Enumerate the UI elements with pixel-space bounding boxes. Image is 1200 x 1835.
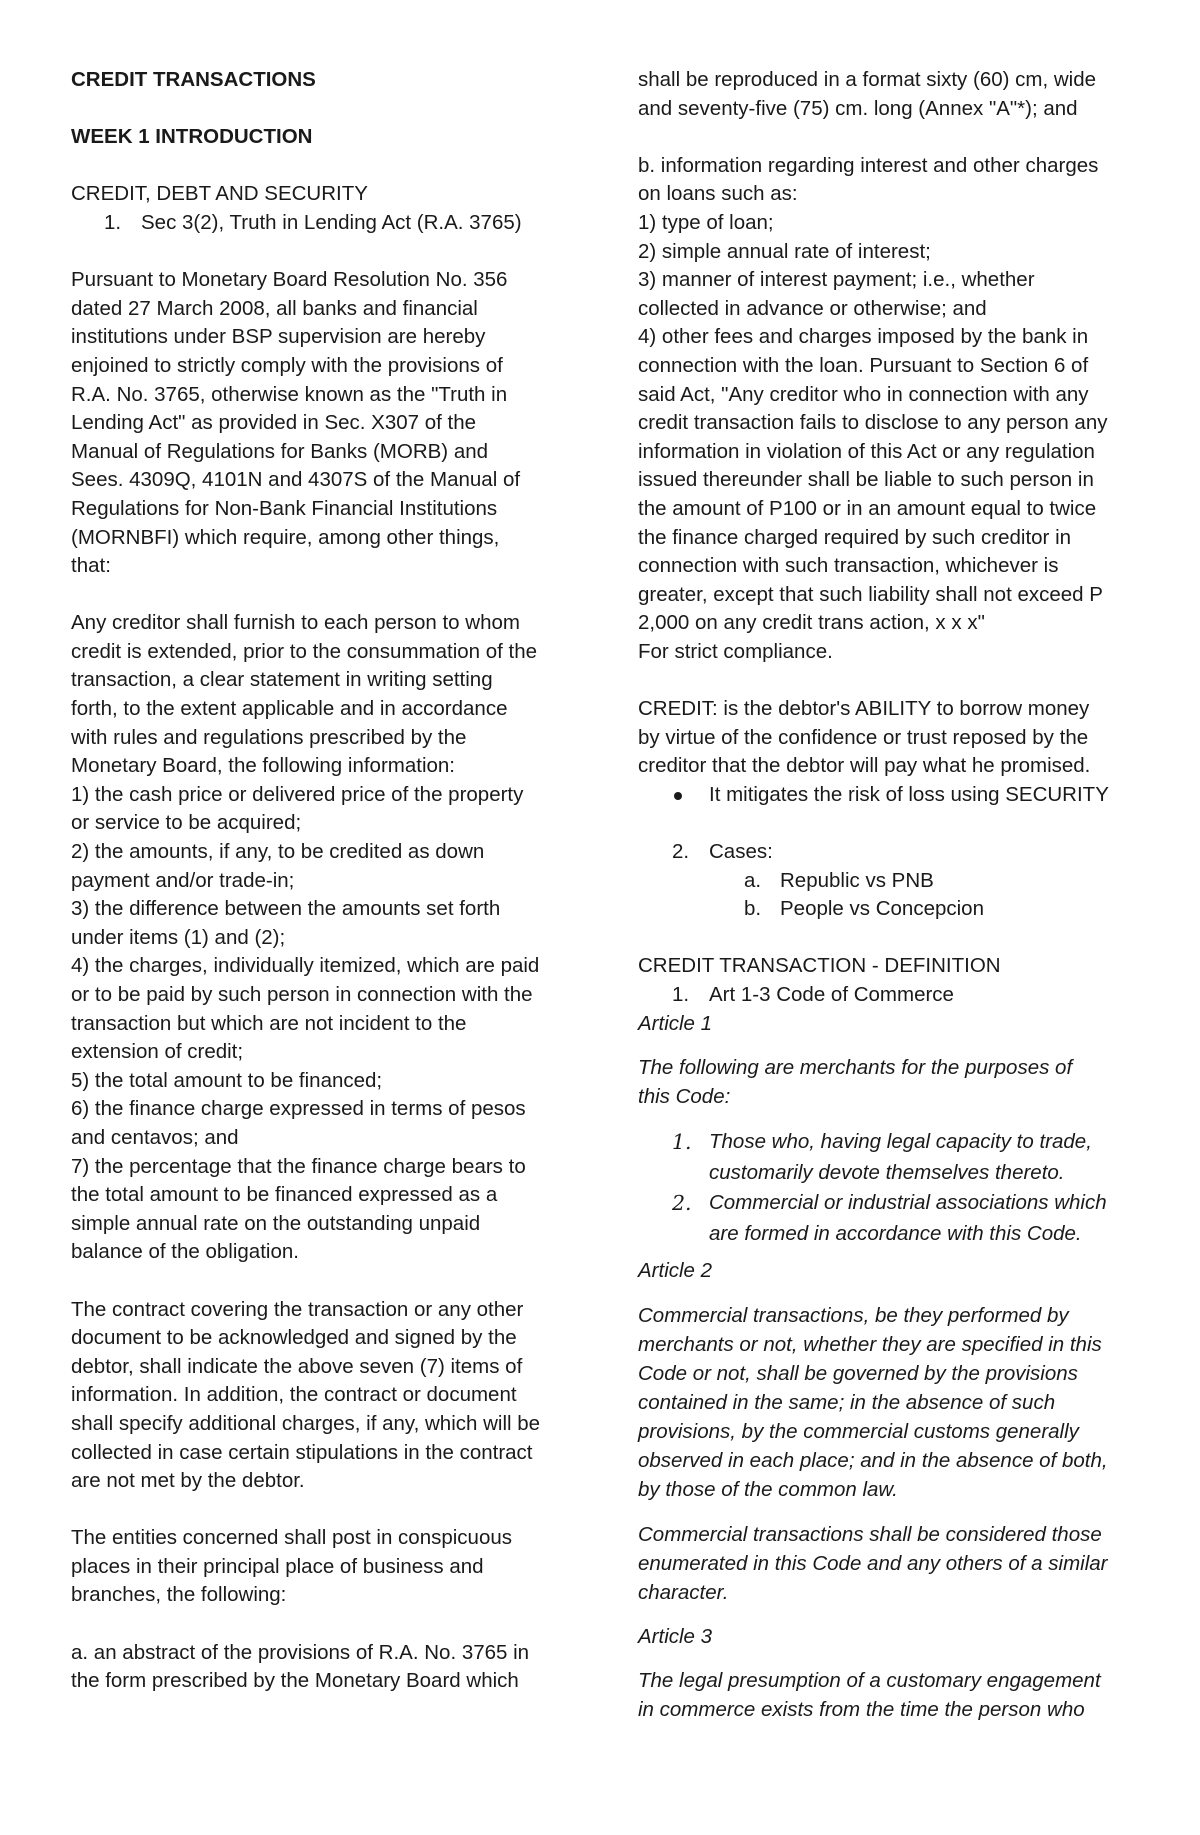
- text-line: with rules and regulations prescribed by the: [71, 725, 467, 749]
- paragraph-resolution: [71, 266, 571, 581]
- text-line: 2) the amounts, if any, to be credited as down: [71, 840, 485, 864]
- case-letter: b.: [744, 897, 762, 921]
- text-line: or to be paid by such person in connection with the: [71, 983, 533, 1006]
- text-line: enumerated in this Code and any others of a similar: [638, 1551, 1108, 1575]
- text-line: enjoined to strictly comply with the provisions of: [71, 353, 503, 377]
- text-line: greater, except that such liability shall not exceed P: [638, 582, 1103, 606]
- text-line: 5) the total amount to be financed;: [71, 1068, 383, 1092]
- text-line: 3) manner of interest payment; i.e., whether: [638, 268, 1035, 292]
- text-line: 6) the finance charge expressed in terms of pesos: [71, 1097, 526, 1121]
- list-number: 1.: [672, 983, 690, 1006]
- case-item: [638, 867, 1148, 896]
- text-line: Commercial transactions shall be considered those: [638, 1522, 1102, 1546]
- text-line: b. information regarding interest and other charges: [638, 153, 1099, 177]
- text-line: 3) the difference between the amounts set forth: [71, 897, 501, 921]
- case-letter: a.: [744, 868, 762, 892]
- paragraph-disclosure: [71, 609, 571, 1267]
- text-line: Manual of Regulations for Banks (MORB) and: [71, 439, 489, 463]
- text-line: payment and/or trade-in;: [71, 868, 295, 892]
- text-line: 4) the charges, individually itemized, which are paid: [71, 954, 540, 978]
- text-line: The following are merchants for the purposes of: [638, 1056, 1073, 1080]
- text-line: Monetary Board, the following information:: [71, 754, 456, 778]
- text-line: said Act, "Any creditor who in connection with any: [638, 382, 1089, 406]
- text-line: the amount of P100 or in an amount equal to twice: [638, 496, 1097, 520]
- bullet-item: [638, 781, 1148, 810]
- text-line: the form prescribed by the Monetary Board which: [71, 1669, 519, 1693]
- text-line: and seventy-five (75) cm. long (Annex "A"*); and: [638, 96, 1078, 120]
- text-line: Commercial transactions, be they performed by: [638, 1303, 1069, 1327]
- article-paragraph: [638, 1301, 1148, 1504]
- text-line: by virtue of the confidence or trust reposed by the: [638, 725, 1089, 749]
- text-line: 7) the percentage that the finance charge bears to: [71, 1154, 526, 1178]
- article-heading: Article 3: [638, 1624, 713, 1648]
- text-line: issued thereunder shall be liable to such person in: [638, 468, 1094, 492]
- text-line: shall be reproduced in a format sixty (60) cm, wide: [638, 68, 1097, 91]
- text-line: branches, the following:: [71, 1583, 287, 1607]
- text-line: merchants or not, whether they are specified in this: [638, 1332, 1102, 1356]
- text-line: that:: [71, 554, 111, 578]
- text-line: 1) the cash price or delivered price of the property: [71, 782, 524, 806]
- text-line: CREDIT: is the debtor's ABILITY to borrow money: [638, 697, 1090, 721]
- text-line: R.A. No. 3765, otherwise known as the "Truth in: [71, 382, 508, 406]
- list-number: 1.: [672, 1130, 692, 1155]
- article-paragraph: [638, 1053, 1148, 1111]
- text-line: under items (1) and (2);: [71, 925, 286, 949]
- text-line: forth, to the extent applicable and in accordance: [71, 697, 508, 721]
- text-line: Those who, having legal capacity to trade,: [709, 1130, 1092, 1154]
- text-line: Pursuant to Monetary Board Resolution No. 356: [71, 268, 508, 292]
- paragraph-posting: [71, 1524, 571, 1610]
- text-line: For strict compliance.: [638, 639, 833, 663]
- text-line: Any creditor shall furnish to each person to whom: [71, 611, 520, 635]
- text-line: creditor that the debtor will pay what he promised.: [638, 754, 1091, 778]
- list-number: 1.: [104, 210, 122, 234]
- text-line: The contract covering the transaction or any other: [71, 1297, 524, 1321]
- text-line: by those of the common law.: [638, 1477, 898, 1501]
- document-title: CREDIT TRANSACTIONS: [71, 68, 316, 91]
- list-item: [71, 209, 571, 238]
- text-line: credit is extended, prior to the consummation of the: [71, 639, 538, 663]
- right-column: [638, 66, 1148, 1740]
- article-paragraph: [638, 1666, 1148, 1724]
- text-line: information in violation of this Act or any regulation: [638, 439, 1095, 463]
- list-item: [638, 981, 1148, 1010]
- text-line: Lending Act" as provided in Sec. X307 of the: [71, 411, 477, 435]
- text-line: places in their principal place of business and: [71, 1554, 484, 1578]
- left-column: [71, 66, 571, 1696]
- article-paragraph: [638, 1520, 1148, 1607]
- text-line: connection with such transaction, whichever is: [638, 554, 1059, 578]
- text-line: and centavos; and: [71, 1125, 239, 1149]
- text-line: in commerce exists from the time the person who: [638, 1698, 1085, 1722]
- list-item: [638, 838, 1148, 867]
- text-line: the finance charged required by such creditor in: [638, 525, 1072, 549]
- text-line: The legal presumption of a customary engagement: [638, 1669, 1101, 1693]
- article-heading: Article 2: [638, 1259, 713, 1283]
- text-line: 2) simple annual rate of interest;: [638, 239, 931, 263]
- text-line: on loans such as:: [638, 182, 798, 206]
- text-line: transaction, a clear statement in writing setting: [71, 668, 493, 692]
- text-line: institutions under BSP supervision are hereby: [71, 325, 486, 349]
- text-line: provisions, by the commercial customs generally: [638, 1419, 1079, 1443]
- bullet-icon: [674, 792, 682, 800]
- section-heading: CREDIT TRANSACTION - DEFINITION: [638, 954, 1001, 978]
- text-line: Code or not, shall be governed by the provisions: [638, 1361, 1078, 1385]
- list-number: 2.: [672, 840, 690, 864]
- case-name: Republic vs PNB: [780, 868, 934, 892]
- paragraph-abstract: [71, 1639, 571, 1696]
- article-heading: Article 1: [638, 1011, 713, 1035]
- text-line: information. In addition, the contract or document: [71, 1383, 517, 1407]
- text-line: Regulations for Non-Bank Financial Institutions: [71, 496, 498, 520]
- text-line: a. an abstract of the provisions of R.A. No. 3765 in: [71, 1640, 530, 1664]
- text-line: balance of the obligation.: [71, 1240, 299, 1264]
- text-line: Commercial or industrial associations which: [709, 1191, 1107, 1215]
- text-line: character.: [638, 1580, 729, 1604]
- text-line: shall specify additional charges, if any, which will be: [71, 1411, 541, 1435]
- article-list-item: [638, 1127, 1148, 1188]
- paragraph-contract: [71, 1296, 571, 1496]
- paragraph-format: [638, 66, 1148, 123]
- case-item: [638, 895, 1148, 924]
- text-line: connection with the loan. Pursuant to Section 6 of: [638, 353, 1089, 377]
- section-heading: CREDIT, DEBT AND SECURITY: [71, 182, 368, 206]
- text-line: customarily devote themselves thereto.: [709, 1160, 1065, 1184]
- text-line: collected in case certain stipulations in the contract: [71, 1440, 533, 1464]
- text-line: credit transaction fails to disclose to any person any: [638, 411, 1108, 435]
- text-line: 4) other fees and charges imposed by the bank in: [638, 325, 1089, 349]
- text-line: the total amount to be financed expressed as a: [71, 1183, 498, 1207]
- text-line: dated 27 March 2008, all banks and financial: [71, 296, 478, 320]
- paragraph-interest-info: [638, 152, 1148, 667]
- text-line: document to be acknowledged and signed by the: [71, 1326, 517, 1350]
- text-line: debtor, shall indicate the above seven (7) items of: [71, 1354, 523, 1378]
- text-line: Sees. 4309Q, 4101N and 4307S of the Manual of: [71, 468, 521, 492]
- paragraph-credit-definition: [638, 695, 1148, 781]
- text-line: extension of credit;: [71, 1040, 244, 1064]
- week-heading: WEEK 1 INTRODUCTION: [71, 125, 313, 149]
- list-text: Art 1-3 Code of Commerce: [709, 983, 954, 1006]
- text-line: are formed in accordance with this Code.: [709, 1221, 1082, 1245]
- case-name: People vs Concepcion: [780, 897, 984, 921]
- text-line: contained in the same; in the absence of such: [638, 1390, 1056, 1414]
- text-line: or service to be acquired;: [71, 811, 302, 835]
- text-line: this Code:: [638, 1085, 731, 1109]
- text-line: 1) type of loan;: [638, 210, 774, 234]
- list-text: Cases:: [709, 840, 773, 864]
- text-line: The entities concerned shall post in conspicuous: [71, 1526, 513, 1550]
- bullet-text: It mitigates the risk of loss using SECURITY: [709, 782, 1109, 806]
- list-number: 2.: [672, 1191, 692, 1216]
- text-line: simple annual rate on the outstanding unpaid: [71, 1211, 481, 1235]
- text-line: observed in each place; and in the absence of both,: [638, 1448, 1108, 1472]
- list-text: Sec 3(2), Truth in Lending Act (R.A. 3765): [141, 210, 522, 234]
- article-list-item: [638, 1188, 1148, 1249]
- text-line: transaction but which are not incident to the: [71, 1011, 467, 1035]
- text-line: collected in advance or otherwise; and: [638, 296, 987, 320]
- text-line: are not met by the debtor.: [71, 1469, 305, 1493]
- text-line: (MORNBFI) which require, among other things,: [71, 525, 500, 549]
- text-line: 2,000 on any credit trans action, x x x": [638, 611, 985, 635]
